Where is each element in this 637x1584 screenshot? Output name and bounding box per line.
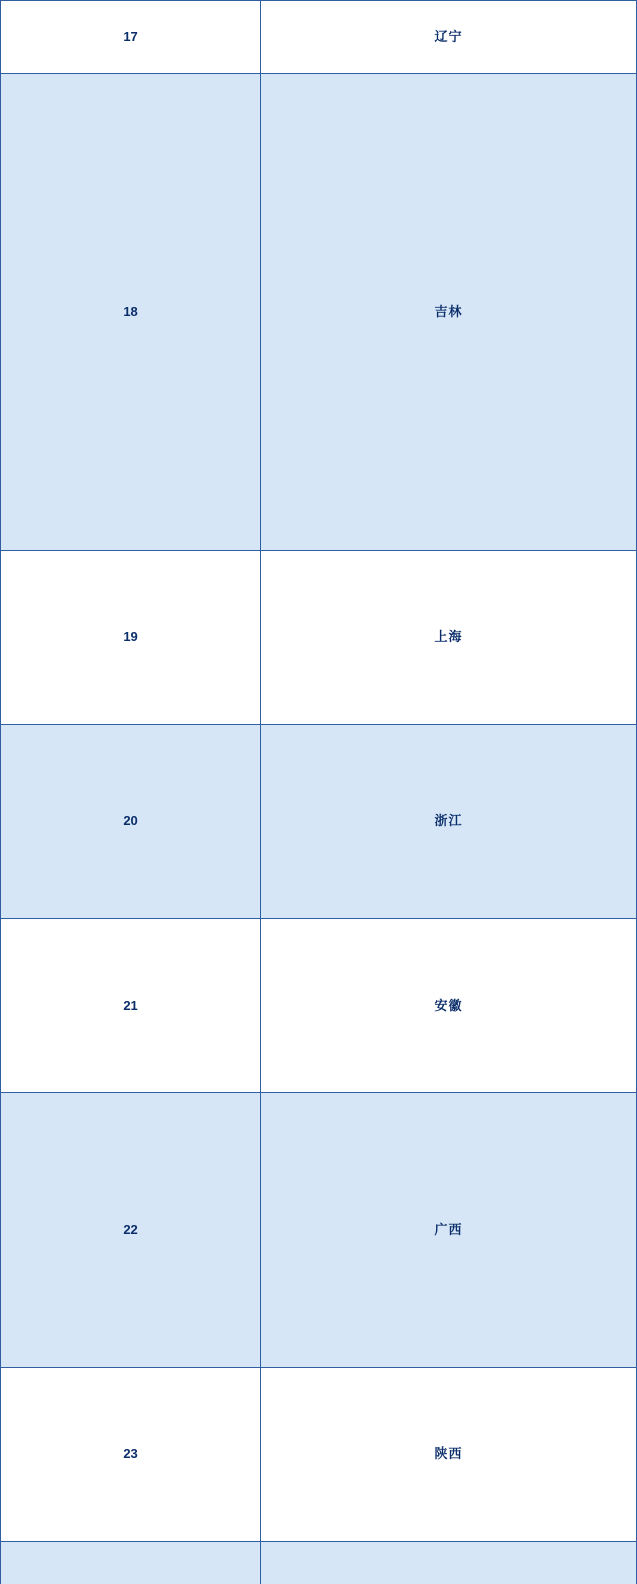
- table-row: [1, 550, 637, 724]
- row-number: 21: [1, 919, 261, 1093]
- province-name: 辽宁: [261, 1, 637, 74]
- province-name: 广西: [261, 1093, 637, 1368]
- table-row: [1, 1, 637, 74]
- table-row: [1, 1368, 637, 1542]
- province-name: 陕西: [261, 1368, 637, 1542]
- province-name: 浙江: [261, 724, 637, 918]
- row-number: 17: [1, 1, 261, 74]
- province-name: 吉林: [261, 74, 637, 550]
- table-row: [1, 1542, 637, 1584]
- row-number: [1, 1542, 261, 1584]
- row-number: 20: [1, 724, 261, 918]
- discount-table-body: [1, 1, 637, 1584]
- table-row: [1, 74, 637, 550]
- province-name: 上海: [261, 550, 637, 724]
- table-row: [1, 919, 637, 1093]
- row-number: 18: [1, 74, 261, 550]
- row-number: 23: [1, 1368, 261, 1542]
- province-name: 安徽: [261, 919, 637, 1093]
- row-number: 19: [1, 550, 261, 724]
- table-row: [1, 1093, 637, 1368]
- row-number: 22: [1, 1093, 261, 1368]
- table-row: [1, 724, 637, 918]
- province-name: [261, 1542, 637, 1584]
